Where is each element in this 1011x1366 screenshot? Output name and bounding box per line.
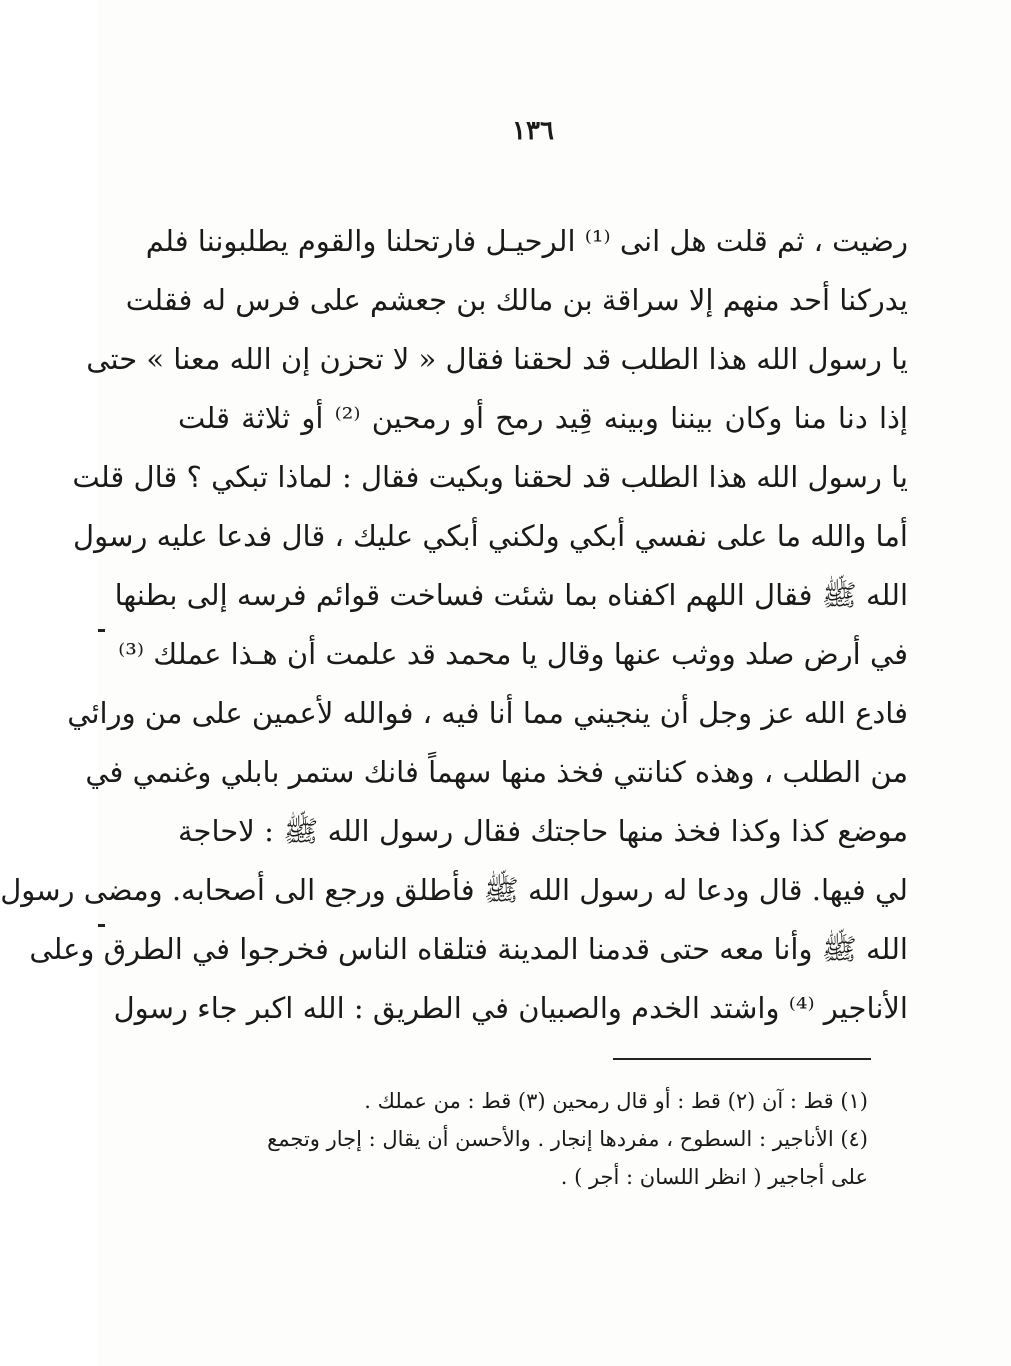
footnote-line: على أجاجير ( انظر اللسان : أجر ) . <box>560 1165 868 1189</box>
text-line: أما والله ما على نفسي أبكي ولكني أبكي عليك ، قال فدعا عليه رسول <box>73 519 908 553</box>
footnote-separator <box>613 1058 871 1060</box>
text-line: في أرض صلد ووثب عنها وقال يا محمد قد علمت أن هـذا عملك ⁽³⁾ <box>118 637 908 671</box>
text-line: الله ﷺ وأنا معه حتى قدمنا المدينة فتلقاه الناس فخرجوا في الطرق وعلى <box>29 932 908 966</box>
footnote-line: (١) قط : آن (٢) قط : أو قال رمحين (٣) قط : من عملك . <box>364 1089 868 1113</box>
scan-edge-mark <box>98 629 105 632</box>
text-line: الأناجير ⁽⁴⁾ واشتد الخدم والصبيان في الطريق : الله اكبر جاء رسول <box>113 991 908 1025</box>
main-text <box>0 212 908 1038</box>
text-line: رضيت ، ثم قلت هل انى ⁽¹⁾ الرحيـل فارتحلنا والقوم يطلبوننا فلم <box>145 224 908 258</box>
text-line: من الطلب ، وهذه كنانتي فخذ منها سهماً فانك ستمر بابلي وغنمي في <box>85 755 908 789</box>
scan-edge-mark <box>98 924 105 927</box>
text-line: الله ﷺ فقال اللهم اكفناه بما شئت فساخت قوائم فرسه إلى بطنها <box>114 578 908 612</box>
text-line: يدركنا أحد منهم إلا سراقة بن مالك بن جعشم على فرس له فقلت <box>125 283 908 317</box>
text-line: فادع الله عز وجل أن ينجيني مما أنا فيه ، فوالله لأعمين على من ورائي <box>67 696 908 730</box>
text-line: يا رسول الله هذا الطلب قد لحقنا فقال « لا تحزن إن الله معنا » حتى <box>86 342 908 376</box>
text-line: يا رسول الله هذا الطلب قد لحقنا وبكيت فقال : لماذا تبكي ؟ قال قلت <box>72 460 908 494</box>
footnotes <box>218 1082 868 1196</box>
page-number: ١٣٦ <box>512 116 554 146</box>
text-line: موضع كذا وكذا فخذ منها حاجتك فقال رسول الله ﷺ : لاحاجة <box>178 814 908 848</box>
text-line: إذا دنا منا وكان بيننا وبينه قِيد رمح أو رمحين ⁽²⁾ أو ثلاثة قلت <box>178 401 908 435</box>
text-line: لي فيها. قال ودعا له رسول الله ﷺ فأطلق ورجع الى أصحابه. ومضى رسول <box>0 873 908 907</box>
footnote-line: (٤) الأناجير : السطوح ، مفردها إنجار . والأحسن أن يقال : إجار وتجمع <box>267 1127 868 1151</box>
